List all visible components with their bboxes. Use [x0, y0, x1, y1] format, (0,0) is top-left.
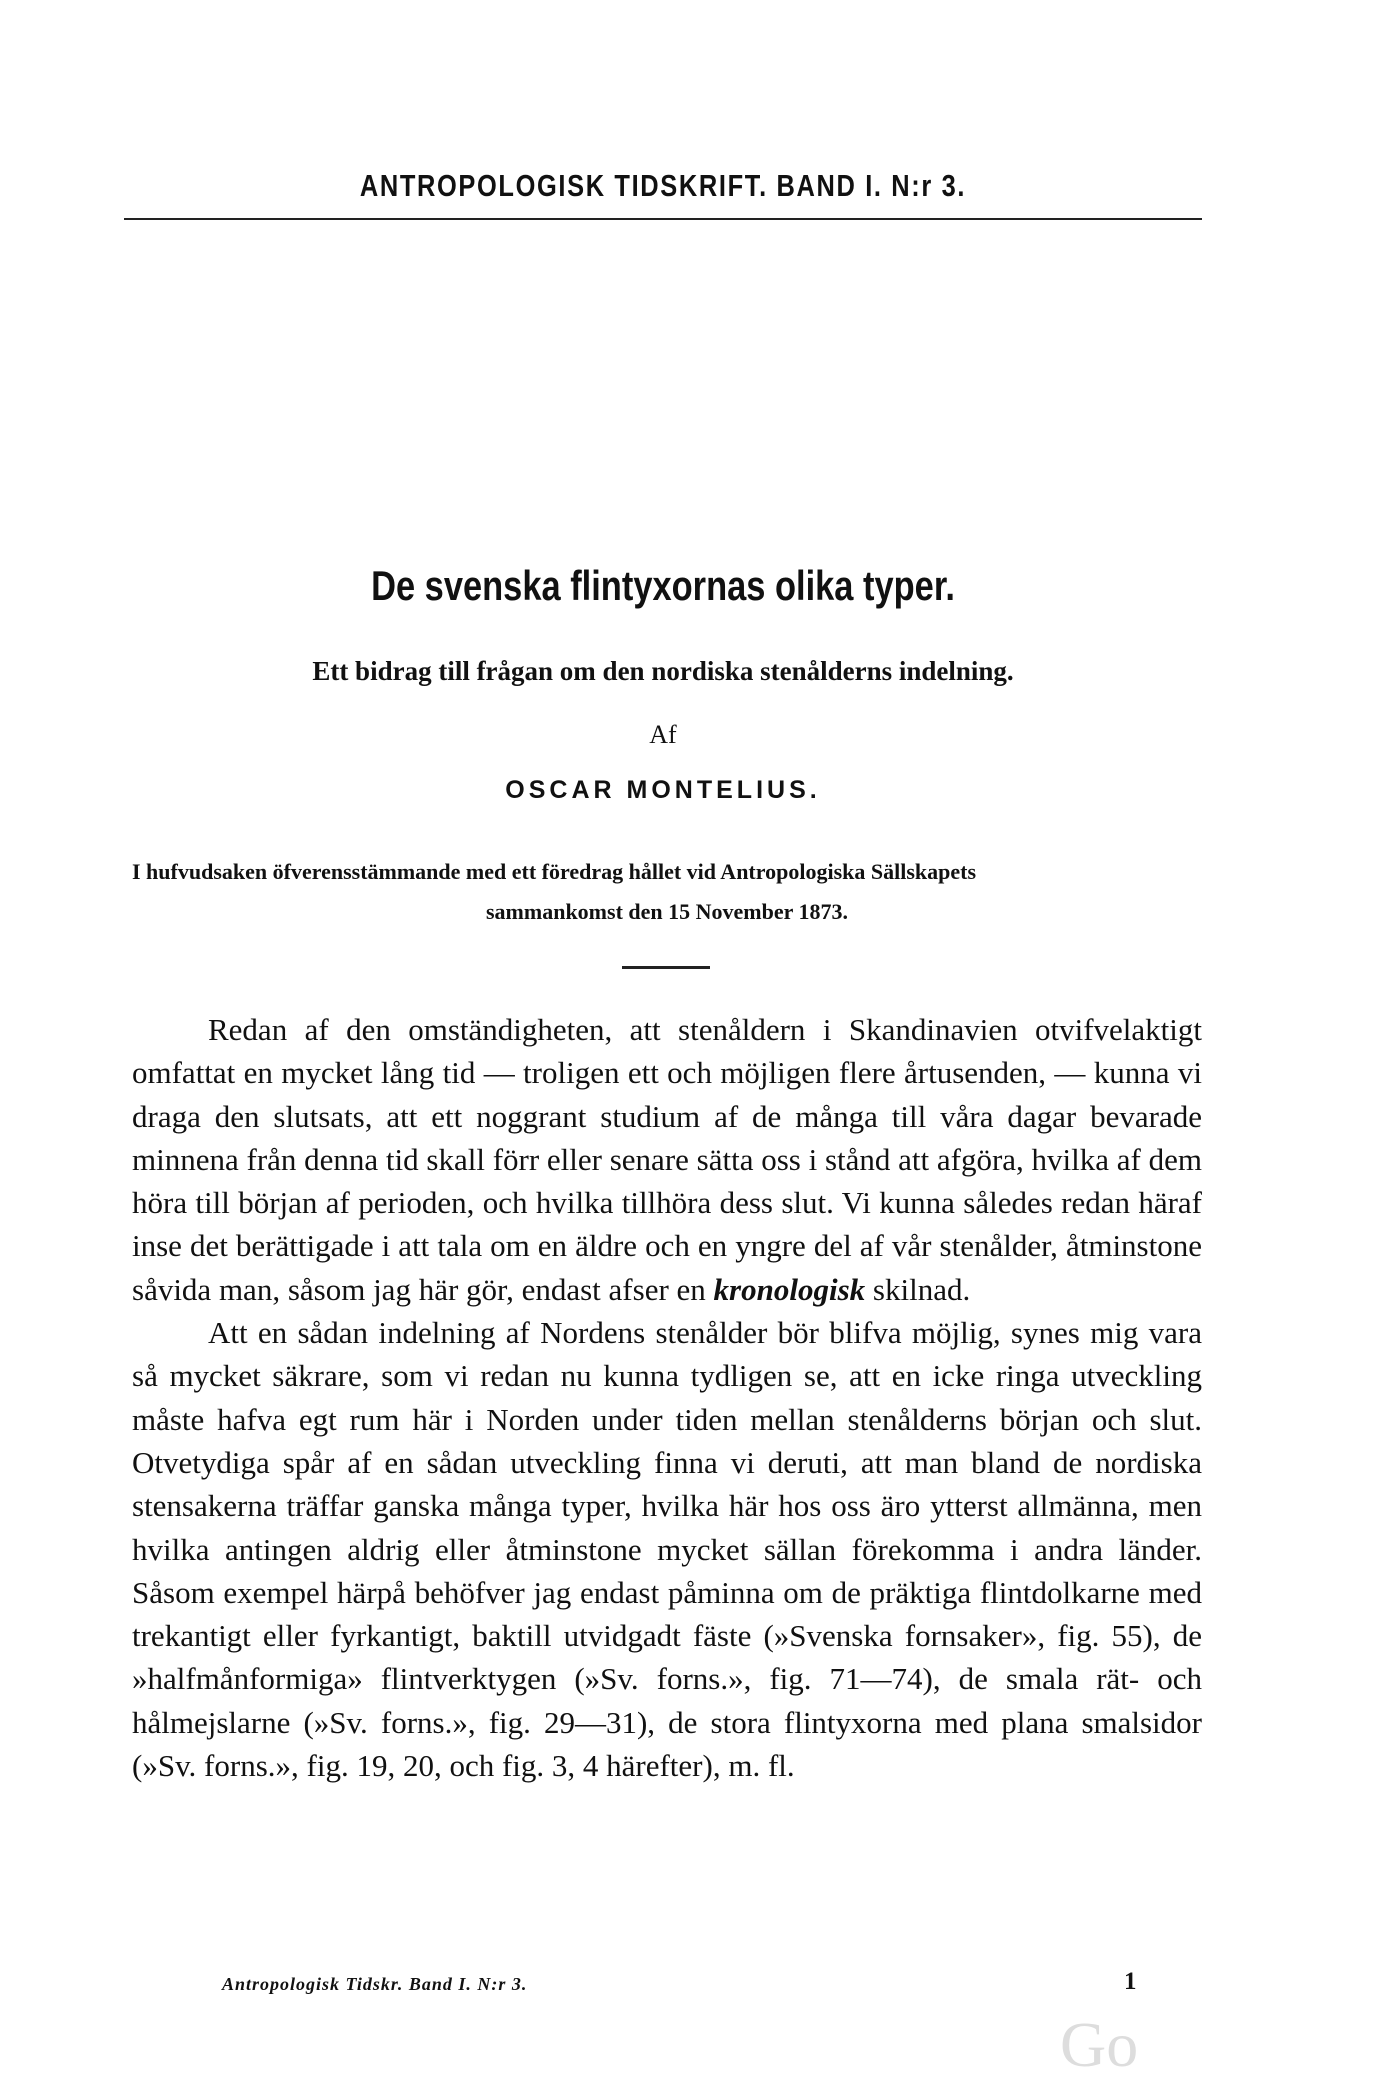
article-subtitle: Ett bidrag till frågan om den nordiska stenålderns indelning. — [312, 656, 1014, 686]
paragraph-1 — [132, 1008, 1202, 1311]
note-line-1: I hufvudsaken öfverensstämmande med ett föredrag hållet vid Antropologiska Sällskapets — [132, 859, 977, 884]
byline: Af — [649, 720, 677, 749]
running-head: ANTROPOLOGISK TIDSKRIFT. BAND I. N:r 3. — [359, 168, 967, 203]
body-text — [132, 1008, 1202, 1787]
paragraph-2: Att en sådan indelning af Nordens stenålder bör blifva möjlig, synes mig vara så mycket säkrare, som vi redan nu kunna tydligen se, att en icke ringa utveckling måste hafva egt rum här i Norden under tiden mellan stenålderns början och slut. Otvetydiga spår af en sådan utveckling finna vi deruti, att man bland de nordiska stensakerna träffar ganska många typer, hvilka här hos oss äro ytterst allmänna, men hvilka antingen aldrig eller åtminstone mycket sällan förekomma i andra länder. Såsom exempel härpå behöfver jag endast påminna om de präktiga flintdolkarne med trekantigt eller fyrkantigt, baktill utvidgadt fäste (»Svenska fornsaker», fig. 55), de »halfmånformiga» flintverktygen (»Sv. forns.», fig. 71—74), de smala rät- och hålmejslarne (»Sv. forns.», fig. 29—31), de stora flintyxorna med plana smalsidor (»Sv. forns.», fig. 19, 20, och fig. 3, 4 härefter), m. fl. — [132, 1315, 1202, 1784]
article-title: De svenska flintyxornas olika typer. — [371, 562, 955, 609]
article-note — [132, 852, 1202, 932]
header-rule — [124, 218, 1202, 220]
watermark-logo: Go — [1060, 2009, 1139, 2080]
paragraph-1-end: skilnad. — [872, 1271, 971, 1307]
separator-rule — [622, 966, 710, 969]
paragraph-1-text: Redan af den omständigheten, att stenåldern i Skandinavien otvifvelaktigt omfattat en mycket lång tid — troligen ett och möjligen flere årtusenden, — kunna vi draga den slutsats, att ett noggrant studium af de många till våra dagar bevarade minnena från denna tid skall förr eller senare sätta oss i stånd att afgöra, hvilka af dem höra till början af perioden, och hvilka tillhöra dess slut. Vi kunna således redan häraf inse det berättigade i att tala om en äldre och en yngre del af vår stenålder, åtminstone såvida man, såsom jag här gör, endast afser en — [132, 1012, 1202, 1307]
footer-journal: Antropologisk Tidskr. Band I. N:r 3. — [222, 1974, 528, 1994]
note-line-2: sammankomst den 15 November 1873. — [486, 899, 848, 924]
author-name: OSCAR MONTELIUS. — [505, 776, 821, 804]
emphasis-kronologisk: kronologisk — [713, 1271, 866, 1307]
page-number: 1 — [1124, 1968, 1137, 1995]
